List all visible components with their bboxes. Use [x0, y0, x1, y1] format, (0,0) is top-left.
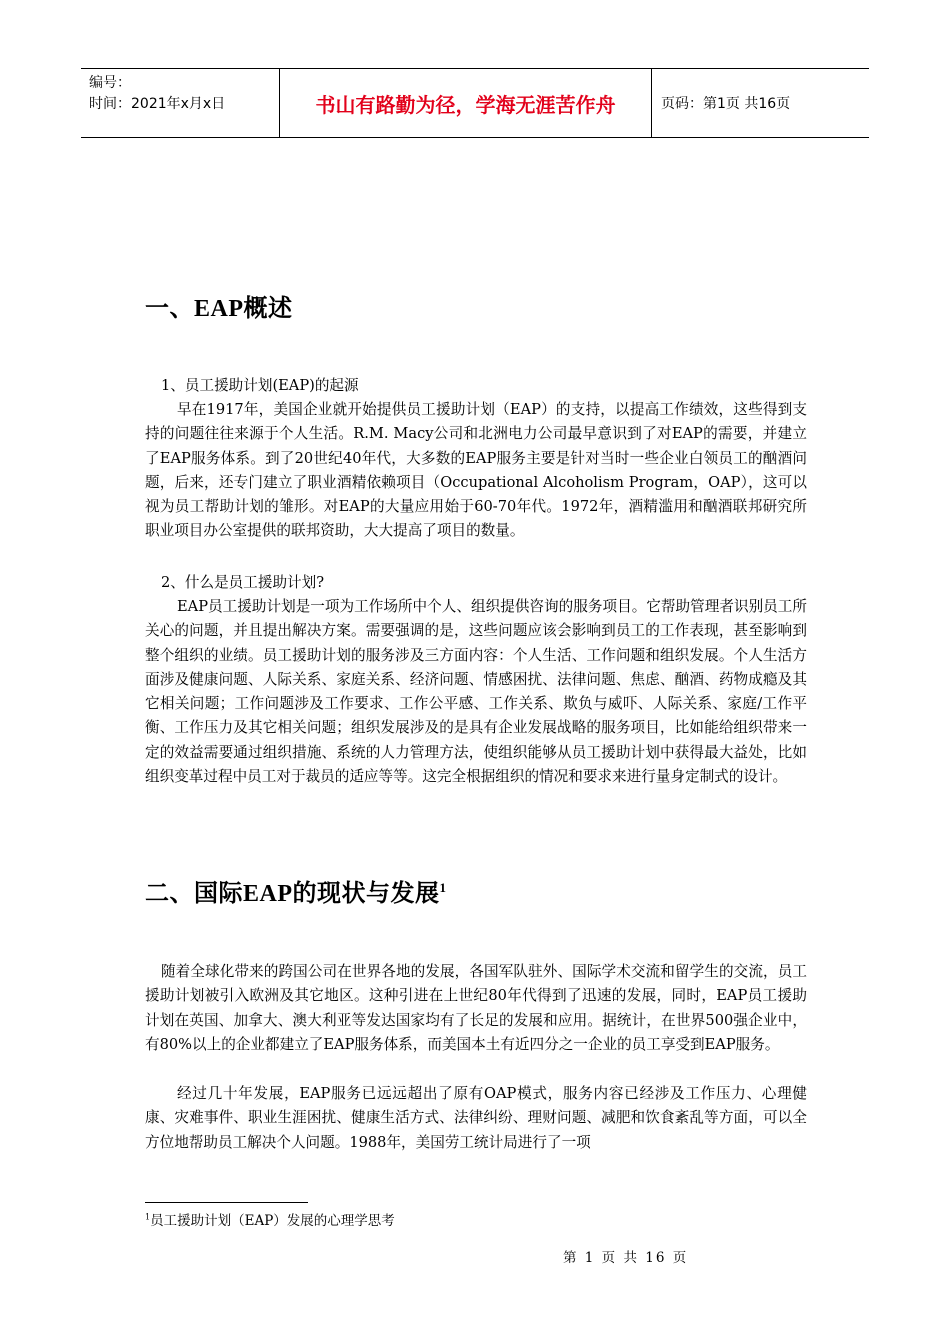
section-2-paragraph-2: 经过几十年发展，EAP服务已远远超出了原有OAP模式，服务内容已经涉及工作压力、心理健康、灾难事件、职业生涯困扰、健康生活方式、法律纠纷、理财问题、减肥和饮食紊乱等方面，可以全方位地帮助员工解决个人问题。1988年，美国劳工统计局进行了一项 — [145, 1085, 807, 1151]
document-header — [81, 68, 869, 138]
section-1-subheading-1: 1、员工援助计划(EAP)的起源 — [161, 377, 359, 394]
footnote-ref[interactable]: 1 — [439, 880, 447, 895]
section-2-paragraph-1: 随着全球化带来的跨国公司在世界各地的发展，各国军队驻外、国际学术交流和留学生的交流，员工援助计划被引入欧洲及其它地区。这种引进在上世纪80年代得到了迅速的发展，同时，EAP员工援助计划在英国、加拿大、澳大利亚等发达国家均有了长足的发展和应用。据统计，在世界500强企业中，有80%以上的企业都建立了EAP服务体系，而美国本土有近四分之一企业的员工享受到EAP服务。 — [145, 963, 807, 1053]
header-page-info: 页码：第1页 共16页 — [661, 96, 791, 112]
header-number-label: 编号： — [89, 75, 131, 91]
section-1-paragraph-2: EAP员工援助计划是一项为工作场所中个人、组织提供咨询的服务项目。它帮助管理者识别员工所关心的问题，并且提出解决方案。需要强调的是，这些问题应该会影响到员工的工作表现，甚至影响到整个组织的业绩。员工援助计划的服务涉及三方面内容：个人生活、工作问题和组织发展。个人生活方面涉及健康问题、人际关系、家庭关系、经济问题、情感困扰、法律问题、焦虑、酗酒、药物成瘾及其它相关问题；工作问题涉及工作要求、工作公平感、工作关系、欺负与威吓、人际关系、家庭/工作平衡、工作压力及其它相关问题；组织发展涉及的是具有企业发展战略的服务项目，比如能给组织带来一定的效益需要通过组织措施、系统的人力管理方法，使组织能够从员工援助计划中获得最大益处，比如组织变革过程中员工对于裁员的适应等等。这完全根据组织的情况和要求来进行量身定制式的设计。 — [145, 598, 807, 786]
section-2-title — [145, 873, 447, 908]
section-2-title-text: 二、国际EAP的现状与发展 — [145, 881, 440, 907]
footnote-separator — [145, 1202, 308, 1203]
footnote-mark: 1 — [145, 1212, 151, 1222]
header-date: 时间：2021年x月x日 — [89, 96, 226, 112]
header-motto: 书山有路勤为径，学海无涯苦作舟 — [280, 69, 652, 137]
footnote-text: 员工援助计划（EAP）发展的心理学思考 — [150, 1213, 395, 1229]
section-1-title: 一、EAP概述 — [145, 296, 293, 322]
section-1-paragraph-1: 早在1917年，美国企业就开始提供员工援助计划（EAP）的支持，以提高工作绩效，这些得到支持的问题往往来源于个人生活。R.M. Macy公司和北洲电力公司最早意识到了对EAP的需要，并建立了EAP服务体系。到了20世纪40年代，大多数的EAP服务主要是针对当时一些企业白领员工的酗酒问题，后来，还专门建立了职业酒精依赖项目（Occupational Alcoholism Program，OAP），这可以视为员工帮助计划的雏形。对EAP的大量应用始于60-70年代。1972年，酒精滥用和酗酒联邦研究所职业项目办公室提供的联邦资助，大大提高了项目的数量。 — [145, 401, 807, 540]
page-footer: 第 1 页 共 16 页 — [563, 1250, 689, 1266]
footnote — [145, 1209, 395, 1229]
section-1-subheading-2: 2、什么是员工援助计划? — [161, 574, 325, 591]
header-meta — [81, 69, 280, 137]
